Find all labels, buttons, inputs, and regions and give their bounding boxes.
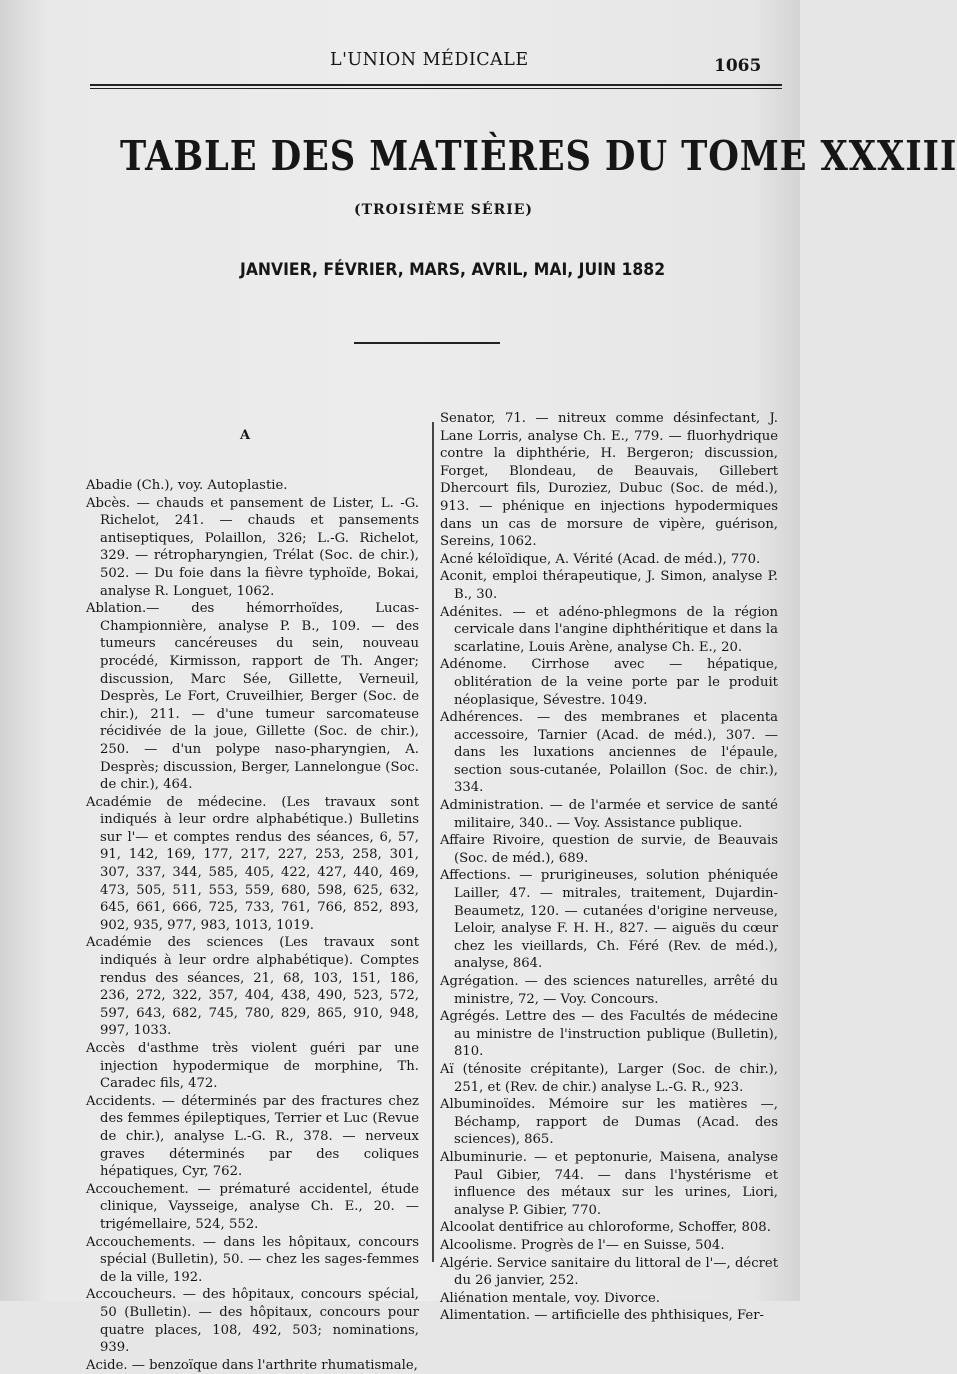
index-entry: Ablation.— des hémorrhoïdes, Lucas-Championnière, analyse P. B., 109. — des tumeurs cancéreuses du sein, nouveau procédé, Kirmisson, rapport de Th. Anger; discussion, Marc Sée, Gillette, Verneuil, Desprès, Le Fort, Cruveilhier, Berger (Soc. de chir.), 211. — d'une tumeur sarcomateuse récidivée de la joue, Gillette (Soc. de chir.), 250. — d'un polype naso-pharyngien, A. Desprès; discussion, Berger, Lannelongue (Soc. de chir.), 464. [86,601,419,793]
index-entry: Adénites. — et adéno-phlegmons de la région cervicale dans l'angine diphthéritique et dans la scarlatine, Louis Arène, analyse Ch. E., 20. [440,604,778,655]
series-subtitle: (TROISIÈME SÉRIE) [354,202,534,218]
running-head: L'UNION MÉDICALE [330,50,529,70]
index-entry: Aï (ténosite crépitante), Larger (Soc. de chir.), 251, et (Rev. de chir.) analyse L.-G. R., 923. [440,1061,778,1095]
index-entry: Aconit, emploi thérapeutique, J. Simon, analyse P. B., 30. [440,569,778,602]
index-entry: Accoucheurs. — des hôpitaux, concours spécial, 50 (Bulletin). — des hôpitaux, concours pour quatre places, 108, 492, 503; nominations, 939. [86,1287,419,1356]
index-entry: Algérie. Service sanitaire du littoral de l'—, décret du 26 janvier, 252. [440,1255,778,1289]
index-entry: Accouchement. — prématuré accidentel, étude clinique, Vaysseige, analyse Ch. E., 20. — trigémellaire, 524, 552. [86,1181,419,1232]
index-entry: Albuminoïdes. Mémoire sur les matières —, Béchamp, rapport de Dumas (Acad. des sciences), 865. [440,1097,778,1148]
index-entry: Abcès. — chauds et pansement de Lister, L. -G. Richelot, 241. — chauds et pansements antiseptiques, Polaillon, 326; L.-G. Richelot, 329. — rétropharyngien, Trélat (Soc. de chir.), 502. — Du foie dans la fièvre typhoïde, Bokai, analyse R. Longuet, 1062. [86,495,419,599]
index-entry: Académie des sciences (Les travaux sont indiqués à leur ordre alphabétique). Comptes rendus des séances, 21, 68, 103, 151, 186, 236, 272, 322, 357, 404, 438, 490, 523, 572, 597, 643, 682, 745, 780, 829, 865, 910, 948, 997, 1033. [86,935,419,1039]
index-entry: Alimentation. — artificielle des phthisiques, Fer- [440,1308,764,1324]
index-entry: Agrégation. — des sciences naturelles, arrêté du ministre, 72, — Voy. Concours. [440,974,778,1007]
index-entry: Aliénation mentale, voy. Divorce. [440,1290,660,1306]
index-entry: Adénome. Cirrhose avec — hépatique, oblitération de la veine porte par le produit néoplasique, Sévestre. 1049. [440,657,778,708]
index-entry: Alcoolat dentifrice au chloroforme, Schoffer, 808. [440,1220,771,1236]
header-rule-thin [90,88,782,89]
index-entry: Acide. — benzoïque dans l'arthrite rhumatismale, [86,1357,418,1373]
index-entry: Accidents. — déterminés par des fractures chez des femmes épileptiques, Terrier et Luc (Revue de chir.), analyse L.-G. R., 378. — nerveux graves déterminés par des coliques hépatiques, Cyr, 762. [86,1093,419,1180]
index-entry: Accouchements. — dans les hôpitaux, concours spécial (Bulletin), 50. — chez les sages-femmes de la ville, 192. [86,1234,419,1285]
index-entry: Adhérences. — des membranes et placenta accessoire, Tarnier (Acad. de méd.), 307. — dans les luxations anciennes de l'épaule, section sous-cutanée, Polaillon (Soc. de chir.), 334. [440,710,778,796]
index-entry: Affaire Rivoire, question de survie, de Beauvais (Soc. de méd.), 689. [440,833,778,866]
index-column-right [440,410,778,1325]
index-entry: Abadie (Ch.), voy. Autoplastie. [86,478,288,493]
index-entry: Affections. — prurigineuses, solution phéniquée Lailler, 47. — mitrales, traitement, Dujardin-Beaumetz, 120. — cutanées d'origine nerveuse, Leloir, analyse F. H. H., 827. — aiguës du cœur chez les vieillards, Ch. Féré (Rev. de méd.), analyse, 864. [440,868,778,972]
index-entry: Acné kéloïdique, A. Vérité (Acad. de méd.), 770. [440,551,761,567]
index-entry: Albuminurie. — et peptonurie, Maisena, analyse Paul Gibier, 744. — dans l'hystérisme et influence des métaux sur les urines, Liori, analyse P. Gibier, 770. [440,1149,778,1218]
index-column-left [86,477,419,1374]
date-range: JANVIER, FÉVRIER, MARS, AVRIL, MAI, JUIN 1882 [240,260,666,280]
index-entry: Administration. — de l'armée et service de santé militaire, 340.. — Voy. Assistance publique. [440,798,778,831]
index-entry-continued: Senator, 71. — nitreux comme désinfectant, J. Lane Lorris, analyse Ch. E., 779. — fluorhydrique contre la diphthérie, H. Bergeron; discussion, Forget, Blondeau, de Beauvais, Gillebert Dhercourt fils, Duroziez, Dubuc (Soc. de méd.), 913. — phénique en injections hypodermiques dans un cas de morsure de vipère, guérison, Sereins, 1062. [440,411,778,550]
section-letter: A [240,428,251,443]
index-entry: Alcoolisme. Progrès de l'— en Suisse, 504. [440,1237,725,1253]
page-header [92,44,782,84]
index-entry: Agrégés. Lettre des — des Facultés de médecine au ministre de l'instruction publique (Bulletin), 810. [440,1009,778,1060]
index-entry: Accès d'asthme très violent guéri par une injection hypodermique de morphine, Th. Caradec fils, 472. [86,1041,419,1092]
page-number: 1065 [714,56,762,76]
table-title: TABLE DES MATIÈRES DU TOME XXXIII [120,132,957,180]
column-divider [432,422,434,1262]
index-entry: Académie de médecine. (Les travaux sont indiqués à leur ordre alphabétique.) Bulletins sur l'— et comptes rendus des séances, 6, 57, 91, 142, 169, 177, 217, 227, 253, 258, 301, 307, 337, 344, 585, 405, 422, 427, 440, 469, 473, 505, 511, 553, 559, 680, 598, 625, 632, 645, 661, 666, 725, 733, 761, 766, 852, 893, 902, 935, 977, 983, 1013, 1019. [86,794,419,933]
title-divider [354,342,500,344]
header-rule [90,84,782,86]
